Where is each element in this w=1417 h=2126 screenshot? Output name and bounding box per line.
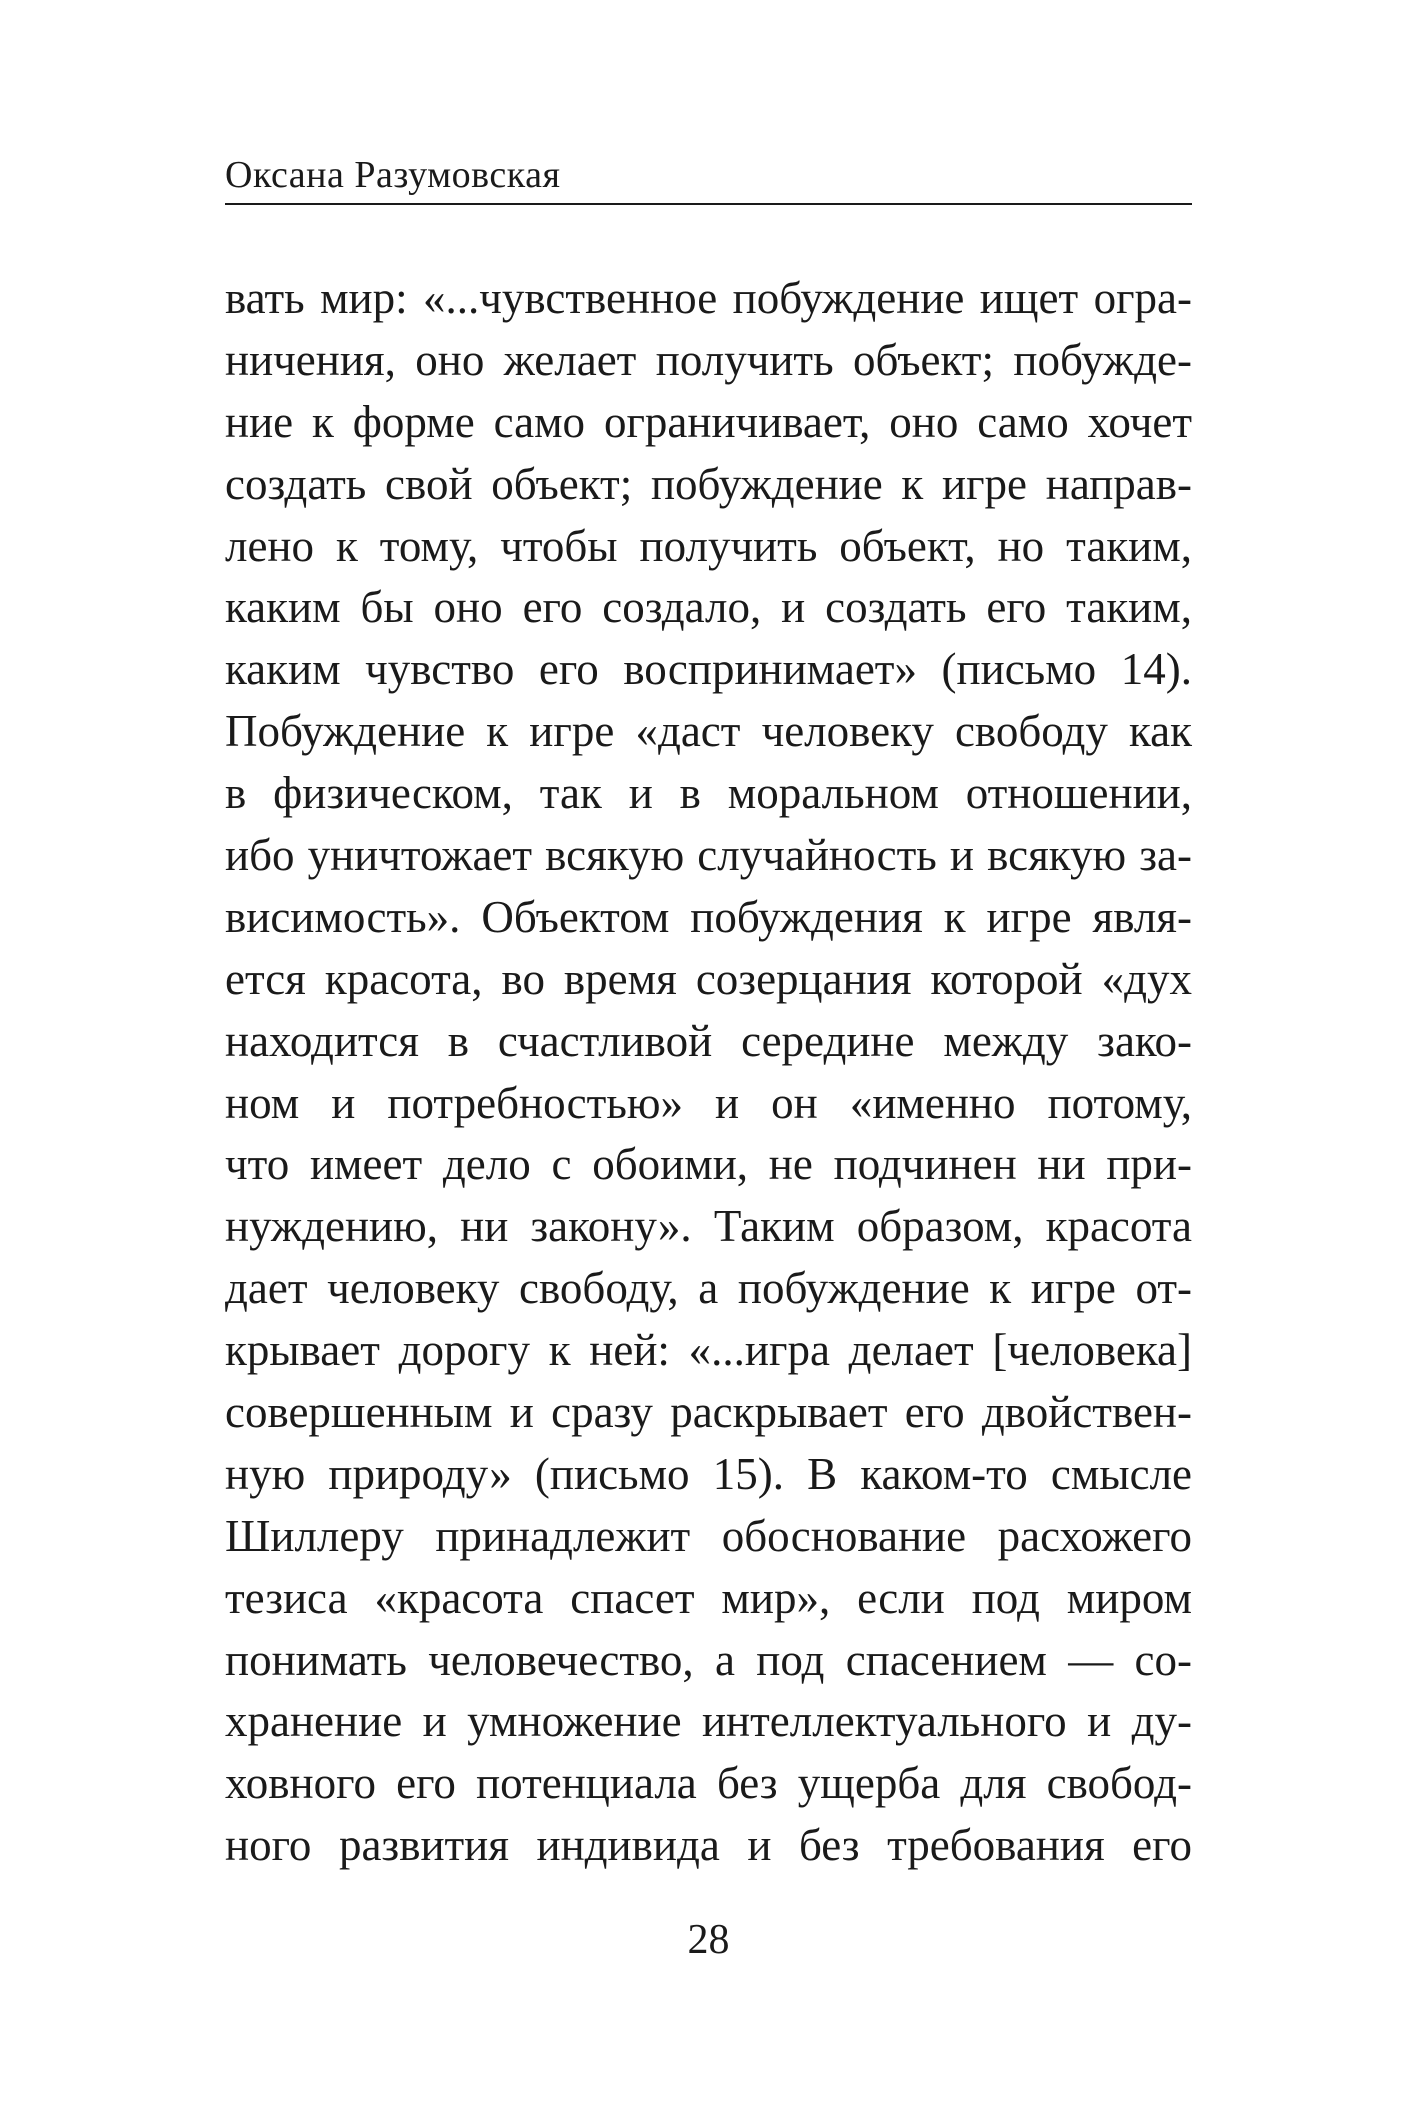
page-number: 28 [687,1917,730,1963]
text-line: тезиса «красота спасет мир», если под миром [225,1572,1192,1623]
text-line: каким бы оно его создало, и создать его таким, [225,582,1192,633]
text-line: ного развития индивида и без требования его [225,1820,1192,1871]
text-line: создать свой объект; побуждение к игре направ- [225,458,1192,509]
text-line: лено к тому, чтобы получить объект, но таким, [225,520,1192,571]
text-line: вать мир: «...чувственное побуждение ищет огра- [225,273,1192,323]
text-line: ется красота, во время созерцания которой «дух [225,953,1192,1004]
text-line: каким чувство его воспринимает» (письмо 14). [225,644,1192,695]
text-line: Побуждение к игре «даст человеку свободу как [225,706,1192,757]
text-line: понимать человечество, а под спасением — со- [225,1634,1192,1685]
text-line: ховного его потенциала без ущерба для свобод- [225,1758,1192,1809]
text-line: ибо уничтожает всякую случайность и всякую за- [225,830,1192,881]
text-line: крывает дорогу к ней: «...игра делает [человека] [225,1325,1192,1376]
body-text [225,268,1192,1877]
text-line: ничения, оно желает получить объект; побужде- [225,334,1192,385]
text-line: нуждению, ни закону». Таким образом, красота [225,1201,1192,1252]
text-line: что имеет дело с обоими, не подчинен ни при- [225,1139,1192,1190]
text-line: в физическом, так и в моральном отношении, [225,768,1192,819]
running-head-author: Оксана Разумовская [225,154,561,196]
text-line: ном и потребностью» и он «именно потому, [225,1077,1192,1128]
text-line: дает человеку свободу, а побуждение к игре от- [225,1263,1192,1314]
text-line: ние к форме само ограничивает, оно само хочет [225,396,1192,447]
text-line: находится в счастливой середине между зако- [225,1015,1192,1066]
text-line: ную природу» (письмо 15). В каком-то смысле [225,1448,1192,1499]
text-line: Шиллеру принадлежит обоснование расхожего [225,1510,1192,1561]
text-line: висимость». Объектом побуждения к игре явля- [225,891,1192,942]
text-line: хранение и умножение интеллектуального и ду- [225,1696,1192,1747]
running-head [225,150,1192,205]
text-line: совершенным и сразу раскрывает его двойствен- [225,1387,1192,1438]
